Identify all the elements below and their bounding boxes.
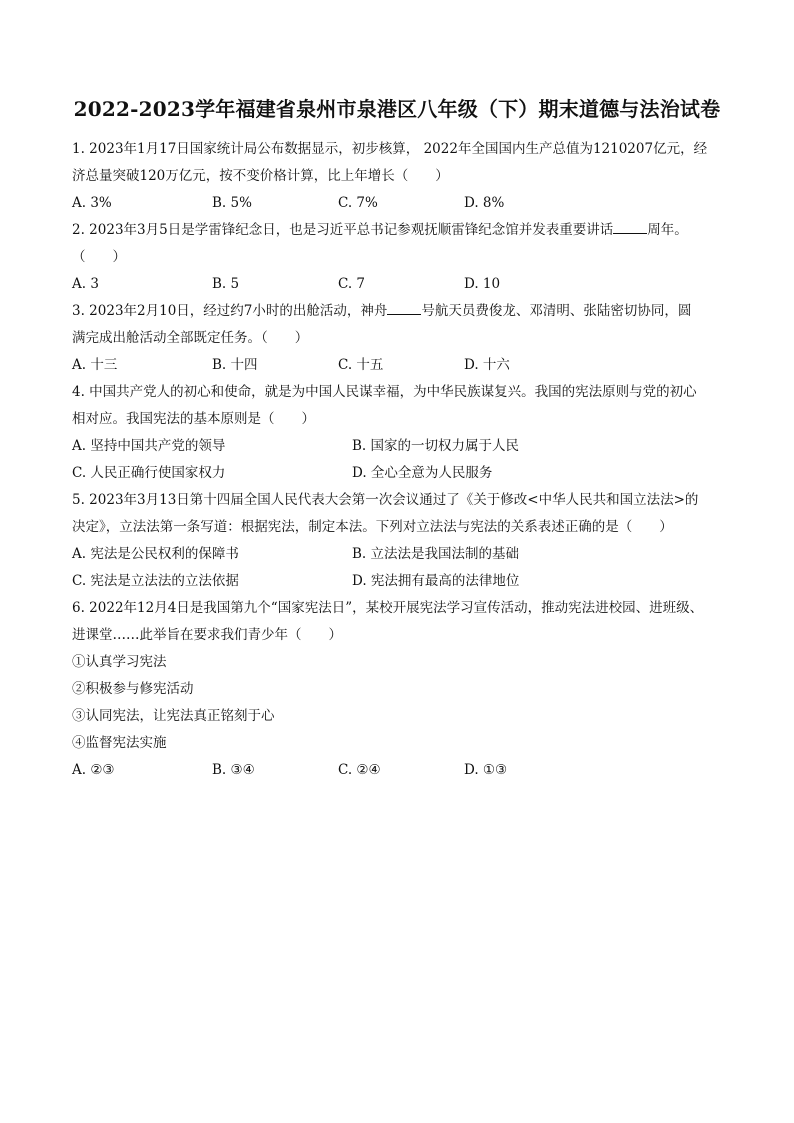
question-text: 相对应。我国宪法的基本原则是（ ） xyxy=(72,411,315,427)
question-text: 进课堂……此举旨在要求我们青少年（ ） xyxy=(72,627,342,643)
option-a: A. 3% xyxy=(72,195,112,211)
option-c: C. 7% xyxy=(338,195,378,211)
question-text-part: 号航天员费俊龙、邓清明、张陆密切协同，圆 xyxy=(421,303,692,319)
question-text: 6. 2022年12月4日是我国第九个“国家宪法日”，某校开展宪法学习宣传活动，推动宪法进校园、进班级、 xyxy=(72,600,704,616)
question-text: 济总量突破120万亿元，按不变价格计算，比上年增长（ ） xyxy=(72,168,449,184)
option-a: A. ②③ xyxy=(72,762,115,778)
option-a: A. 宪法是公民权利的保障书 xyxy=(72,546,239,562)
option-d: D. 十六 xyxy=(464,357,510,373)
option-b: B. 5 xyxy=(212,276,240,292)
options-row xyxy=(72,568,722,595)
option-a: A. 坚持中国共产党的领导 xyxy=(72,438,226,454)
question-2 xyxy=(72,217,722,298)
option-b: B. 十四 xyxy=(212,357,258,373)
question-text: 4. 中国共产党人的初心和使命，就是为中国人民谋幸福，为中华民族谋复兴。我国的宪法原则与党的初心 xyxy=(72,384,697,400)
question-text-part: 周年。 xyxy=(647,222,688,238)
option-d: D. ①③ xyxy=(464,762,508,778)
question-text xyxy=(72,217,722,244)
question-6 xyxy=(72,595,722,784)
options-row xyxy=(72,190,722,217)
option-a: A. 十三 xyxy=(72,357,118,373)
option-b: B. 国家的一切权力属于人民 xyxy=(352,438,520,454)
option-c: C. 7 xyxy=(338,276,366,292)
option-d: D. 8% xyxy=(464,195,505,211)
option-b: B. 立法法是我国法制的基础 xyxy=(352,546,520,562)
question-text: 决定》，立法法第一条写道：根据宪法，制定本法。下列对立法法与宪法的关系表述正确的是（ ） xyxy=(72,519,673,535)
question-text xyxy=(72,298,722,325)
option-c: C. 十五 xyxy=(338,357,384,373)
question-text: 1. 2023年1月17日国家统计局公布数据显示，初步核算， 2022年全国国内生产总值为1210207亿元，经 xyxy=(72,141,708,157)
question-text-part: 2. 2023年3月5日是学雷锋纪念日，也是习近平总书记参观抚顺雷锋纪念馆并发表重要讲话 xyxy=(72,222,614,238)
question-4 xyxy=(72,379,722,487)
options-row xyxy=(72,460,722,487)
statement-item: ①认真学习宪法 xyxy=(72,654,167,670)
answer-blank xyxy=(387,300,421,315)
question-list xyxy=(72,136,722,784)
option-c: C. 人民正确行使国家权力 xyxy=(72,465,226,481)
option-d: D. 宪法拥有最高的法律地位 xyxy=(352,573,520,589)
option-c: C. 宪法是立法法的立法依据 xyxy=(72,573,239,589)
option-d: D. 全心全意为人民服务 xyxy=(352,465,493,481)
options-row xyxy=(72,433,722,460)
options-row xyxy=(72,757,722,784)
question-3 xyxy=(72,298,722,379)
page-title: 2022-2023学年福建省泉州市泉港区八年级（下）期末道德与法治试卷 xyxy=(73,97,721,121)
question-text: 满完成出舱活动全部既定任务。（ ） xyxy=(72,330,309,346)
statement-item: ③认同宪法，让宪法真正铭刻于心 xyxy=(72,708,275,724)
question-text: （ ） xyxy=(72,249,126,265)
options-row xyxy=(72,352,722,379)
option-c: C. ②④ xyxy=(338,762,381,778)
options-row xyxy=(72,271,722,298)
question-5 xyxy=(72,487,722,595)
question-text: 5. 2023年3月13日第十四届全国人民代表大会第一次会议通过了《关于修改<中华人民共和国立法法>的 xyxy=(72,492,699,508)
statement-item: ②积极参与修宪活动 xyxy=(72,681,194,697)
options-row xyxy=(72,541,722,568)
question-text-part: 3. 2023年2月10日，经过约7小时的出舱活动，神舟 xyxy=(72,303,388,319)
option-d: D. 10 xyxy=(464,276,501,292)
answer-blank xyxy=(613,219,647,234)
statement-item: ④监督宪法实施 xyxy=(72,735,167,751)
option-a: A. 3 xyxy=(72,276,99,292)
question-1 xyxy=(72,136,722,217)
option-b: B. ③④ xyxy=(212,762,255,778)
option-b: B. 5% xyxy=(212,195,252,211)
